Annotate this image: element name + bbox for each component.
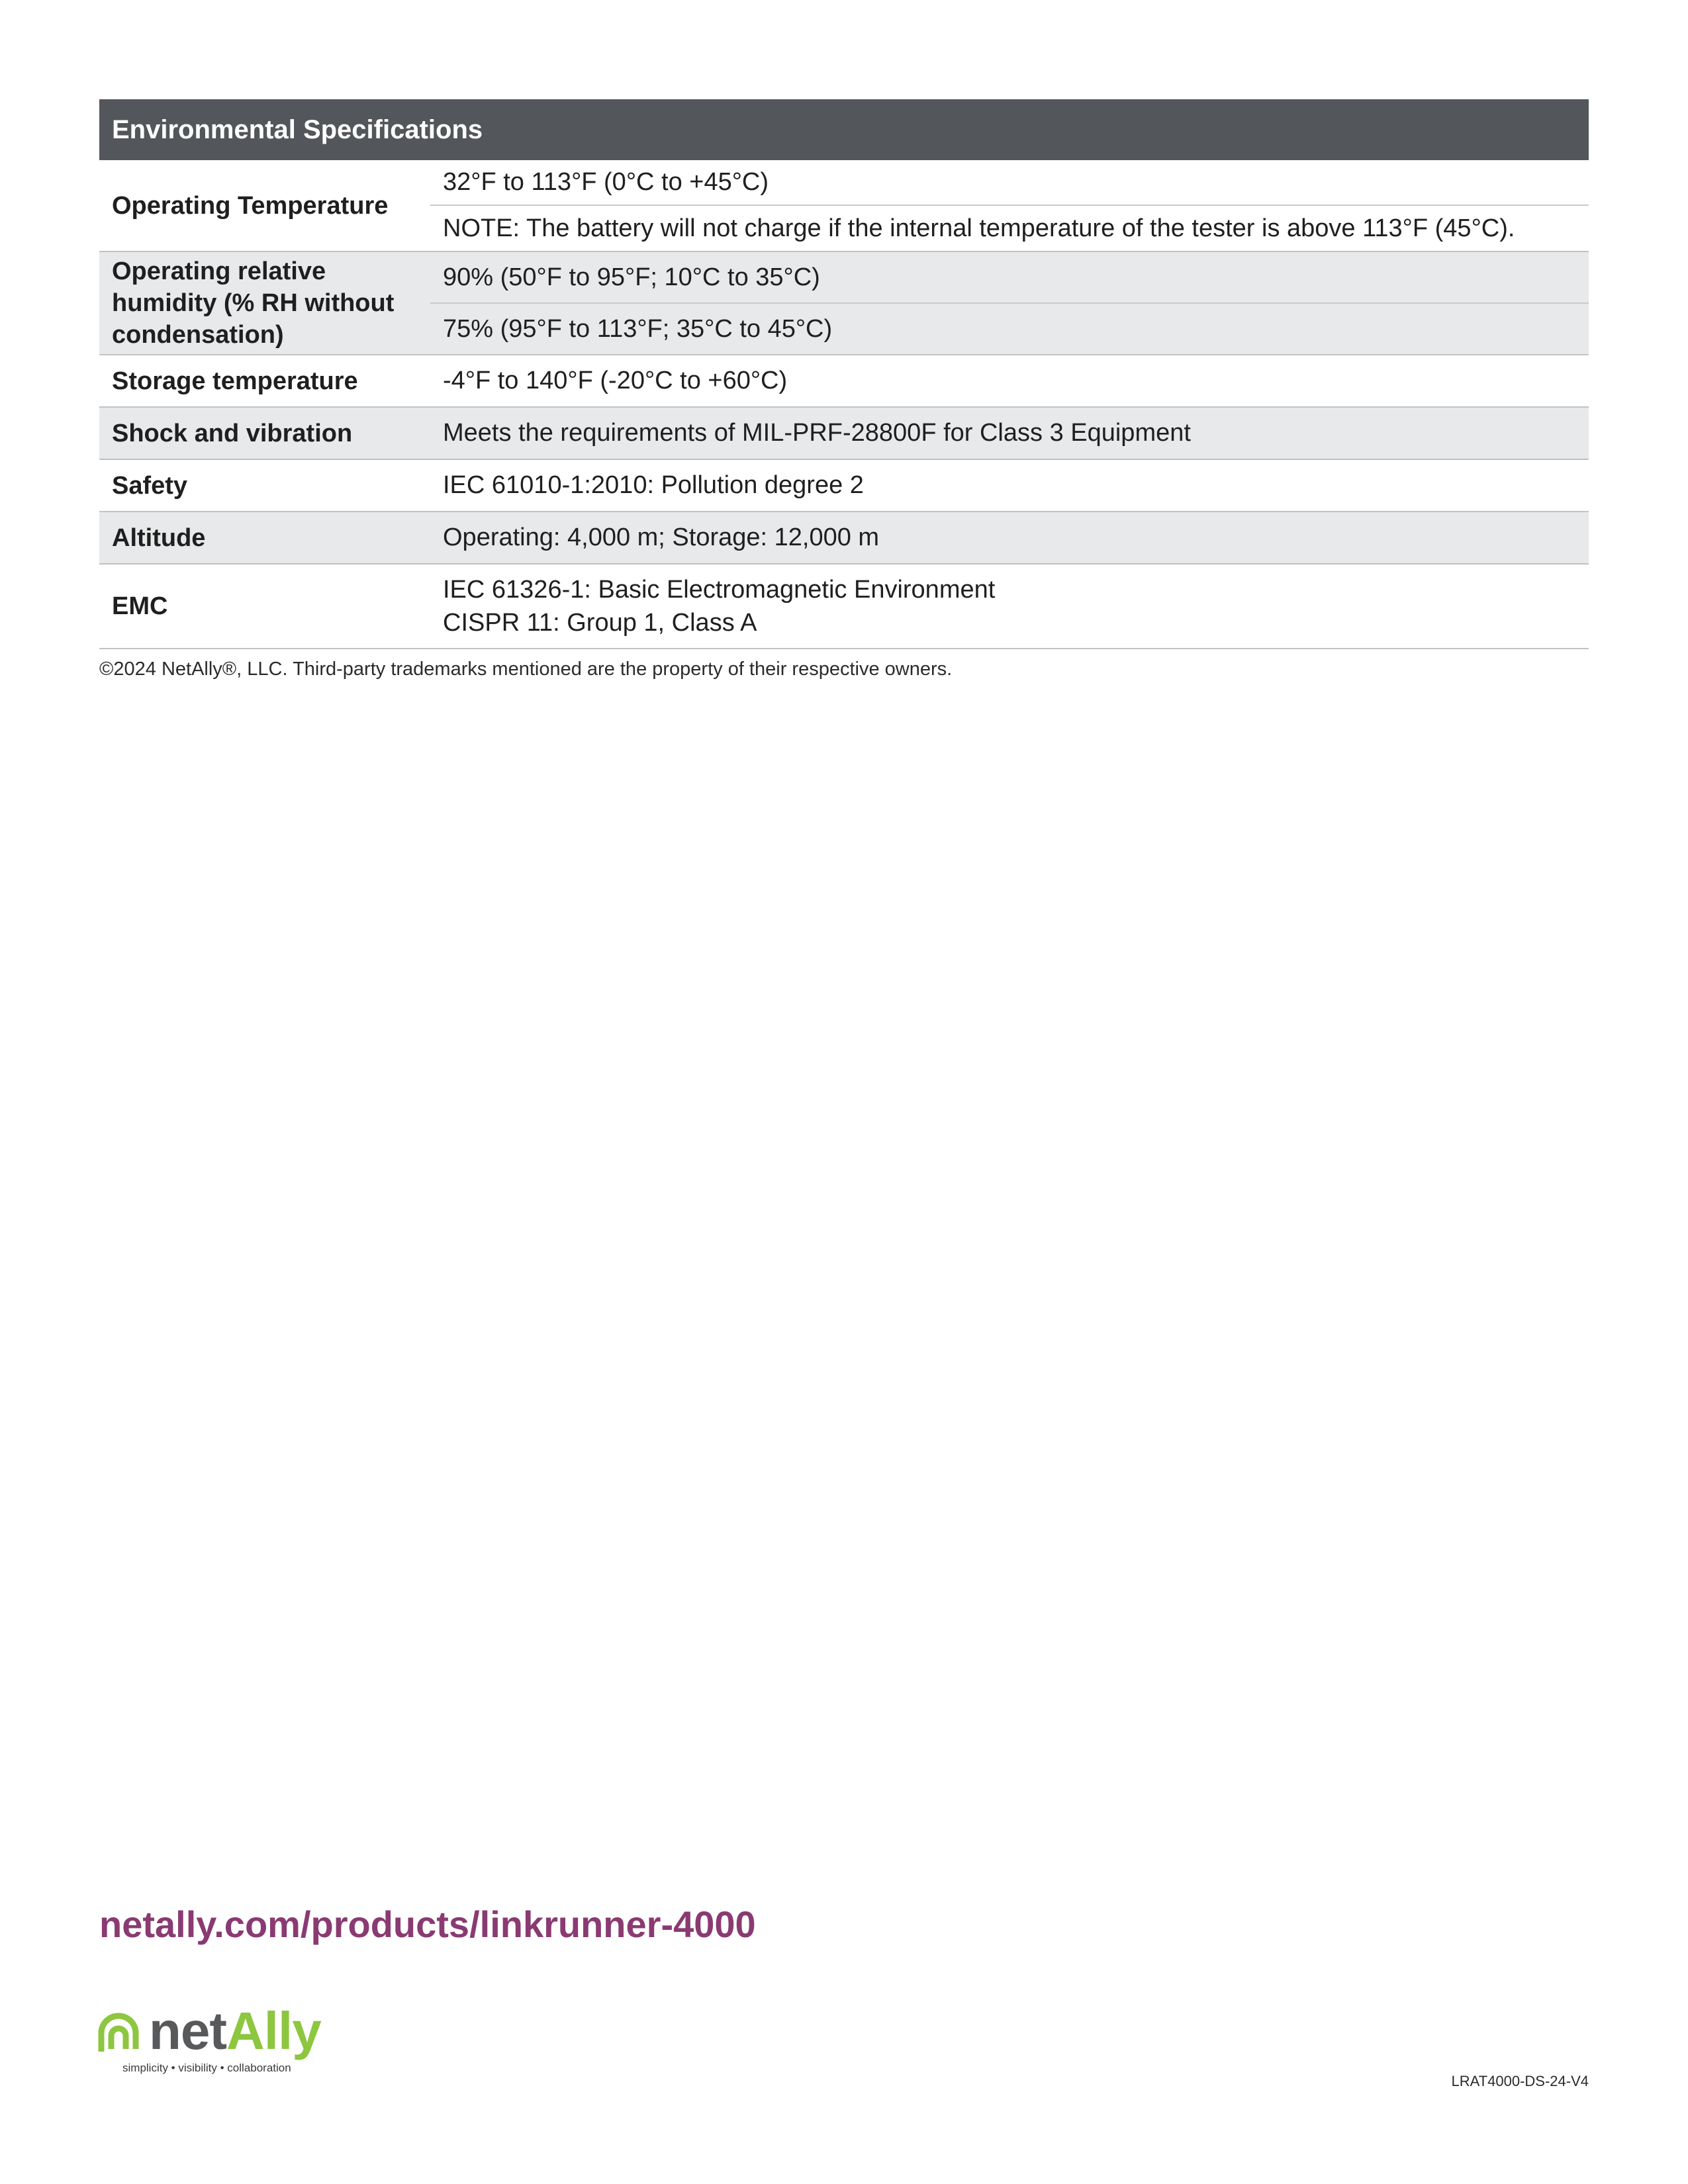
row-value: Operating: 4,000 m; Storage: 12,000 m <box>430 512 1589 564</box>
environmental-specifications-table <box>99 99 1589 649</box>
row-value: 75% (95°F to 113°F; 35°C to 45°C) <box>430 303 1589 355</box>
row-value: Meets the requirements of MIL-PRF-28800F for Class 3 Equipment <box>430 407 1589 459</box>
row-label-altitude: Altitude <box>99 512 430 564</box>
row-label-storage-temperature: Storage temperature <box>99 355 430 407</box>
row-label-shock-and-vibration: Shock and vibration <box>99 407 430 459</box>
product-url-link[interactable]: netally.com/products/linkrunner-4000 <box>99 1903 756 1945</box>
row-value: -4°F to 140°F (-20°C to +60°C) <box>430 355 1589 407</box>
logo-tagline: simplicity • visibility • collaboration <box>122 2062 291 2074</box>
row-label-operating-temperature: Operating Temperature <box>99 160 430 251</box>
row-value-line: IEC 61326-1: Basic Electromagnetic Environment <box>443 576 996 604</box>
row-value-line: CISPR 11: Group 1, Class A <box>443 609 757 637</box>
wordmark <box>149 2005 322 2060</box>
copyright-footnote: ©2024 NetAlly®, LLC. Third-party trademarks mentioned are the property of their respective owners. <box>99 659 953 680</box>
row-value-emc <box>430 564 1589 649</box>
row-value: IEC 61010-1:2010: Pollution degree 2 <box>430 459 1589 512</box>
row-value: 32°F to 113°F (0°C to +45°C) <box>430 160 1589 205</box>
wordmark-ally: Ally <box>226 2005 321 2060</box>
row-label-operating-humidity: Operating relative humidity (% RH without condensation) <box>99 251 430 355</box>
row-value: 90% (50°F to 95°F; 10°C to 35°C) <box>430 251 1589 303</box>
row-value: NOTE: The battery will not charge if the internal temperature of the tester is above 113°F (45°C). <box>430 205 1589 251</box>
netally-logo <box>97 2005 362 2091</box>
signal-icon <box>99 2016 136 2052</box>
table-header: Environmental Specifications <box>99 99 1589 160</box>
wordmark-net: net <box>149 2005 226 2060</box>
document-id: LRAT4000-DS-24-V4 <box>1451 2073 1589 2089</box>
row-label-emc: EMC <box>99 564 430 649</box>
row-label-safety: Safety <box>99 459 430 512</box>
